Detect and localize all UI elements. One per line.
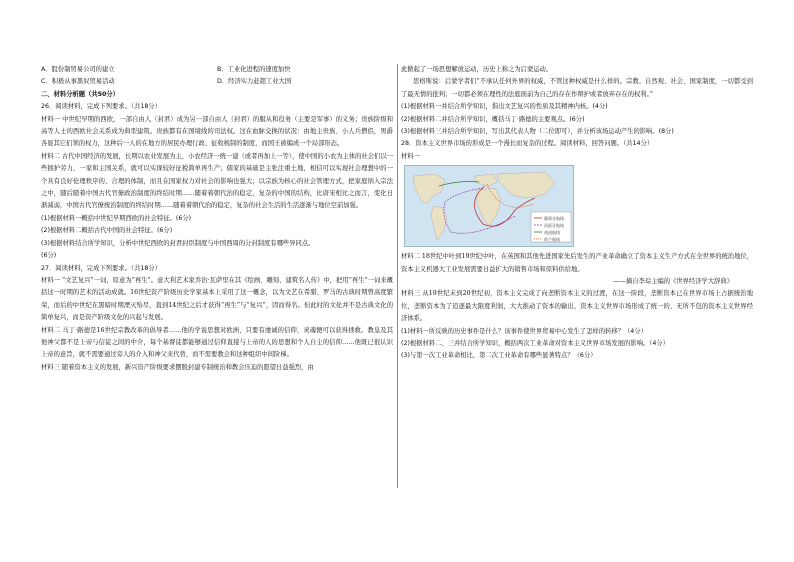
q26-question-3-score: (6分) xyxy=(41,252,57,260)
q28-source: ——摘自李琮主编的《世界经济学大辞典》 xyxy=(613,278,733,286)
right-column xyxy=(401,64,753,363)
q27-question-3: (3)根据材料三并结合所学知识，写出其代表人物（二位即可），并分析该场运动产生的影响。(8分) xyxy=(401,128,674,136)
q26-header: 26．阅读材料，完成下列要求。（共18分） xyxy=(41,103,161,111)
q28-question-3: (3)与第一次工业革命相比，第二次工业革命有哪些显著特点？（6分） xyxy=(401,352,597,360)
q27-question-1: (1)根据材料一并结合所学知识，指出文艺复兴的性质及其精神内核。(4分) xyxy=(401,103,608,111)
q26-material-1: 材料一 中世纪早期的西欧，一部自由人（封君）成为另一部自由人（封君）的服从和役务（主要是军事）的义务；贵族阶级和高等人士的西欧社会关系成为典型建筑。贵族都有在国境线的司法权。这在血脉交换的状况：由地主贵族、小人兵僧侣，男爵各显其它们领的权力，这种后一人的在地方的居民办理行政、征收税制的制度，而国王被编成一个局部形态。 xyxy=(41,115,393,148)
q27-header: 27．阅读材料，完成下列要求。（共18分） xyxy=(41,264,161,272)
q28-material-3: 材料三 从19世纪末到20世纪初，资本主义完成了向垄断资本主义的过渡，在这一阶段，垄断资本已在世界市场上占据统治地位，垄断资本为了追逐最大限度利润，大大推动了资本的输出，资本主义世界市场形成了统一的、无所不包的资本主义世界经济体系。 xyxy=(401,290,753,323)
option-d[interactable]: D．经济实力赶超工业大国 xyxy=(217,78,292,86)
option-c[interactable]: C．积极从事黑奴贸易活动 xyxy=(41,78,115,86)
q26-question-3: (3)根据材料结合所学知识，分析中世纪西欧的封君封臣制度与中国西周的分封制度有哪些异同点。 xyxy=(41,239,315,247)
q28-question-2: (2)根据材料二、三并结合所学知识，概括两次工业革命对资本主义世界市场发展的影响。（4分） xyxy=(401,340,669,348)
left-column xyxy=(41,64,393,374)
q28-question-1: (1)材料一所反映的历史事件是什么？该事件使世界贸易中心发生了怎样的转移？（4分） xyxy=(401,327,647,335)
section-title: 二、材料分析题（共50分） xyxy=(41,90,120,98)
legend-netherlands: 荷兰航线 xyxy=(544,237,560,243)
q26-question-1: (1)根据材料一概括中世纪早期西欧的社会特征。(6分) xyxy=(41,214,192,222)
q27-material-3: 材料三 随着资本主义的发展，新兴资产阶级要求摆脱封建专制统治和教会压迫的愿望日益强烈，由 xyxy=(41,363,314,371)
legend-portugal: 葡萄牙航线 xyxy=(544,216,564,222)
legend-england: 英国航线 xyxy=(544,230,560,236)
world-map-icon xyxy=(405,166,573,246)
q27-question-2: (2)根据材料二并结合所学知识，概括马丁·路德的主要观点。(6分) xyxy=(401,115,585,123)
option-b[interactable]: B．工业化进程的速度加快 xyxy=(217,66,291,73)
option-a[interactable]: A．股份制贸易公司的建立 xyxy=(41,66,115,73)
q28-material-1-label: 材料一 xyxy=(401,152,420,160)
option-row-2 xyxy=(41,76,393,88)
q26-question-2: (2)根据材料二概括古代中国的社会特征。(6分) xyxy=(41,227,173,235)
q27-material-2: 材料二 马丁·路德是16世纪宗教改革的倡导者……他的学说思想对欧洲，只要有虔诚的信仰，灵魂便可以获得拯救。教皇及其他神父都不是上帝与信徒之间的中介，每个基督徒都能够通过信仰直接与上帝的人的思想和个人自主的信仰……他既已很认识上帝的意旨，就不需要通过旁人的介入和神父来代替，而不需要教会和这种组织中间阶梯。 xyxy=(41,326,393,359)
q28-header: 28．资本主义世界市场的形成是一个漫长而复杂的过程。阅读材料，回答问题。（共14分） xyxy=(401,140,654,148)
q26-material-2: 材料二 古代中国经济的发展，长期以农业发展为主，小农经济一统一建（或者再加上一等），使中国的小农为主体的社会们以一些拥护劳力，一家和主国关系，就可以实现较好征税简单再生产；儒家的基础是主张注重土地，相信可以实现社会理想中的一个具有良好伦理秩序的、合理的体制，而且在国家权力对社会的影响也强大；以宗族为核心的社会管理方式，把家庭纳入宗法之中，随后随着中国古代官僚政治制度的终结时期……随着着朝代治的稳定，复杂的中国的结构，比唐宋相比之而言，变化日渐减弱，中国古代官僚统治制度的终结时期……随着着朝代治的稳定，复杂的社会生活的生活逐渐与地位空前加强。 xyxy=(41,152,393,210)
column-divider xyxy=(397,64,398,488)
q27-material-1: 材料一 “文艺复兴”一词，原意为“再生”。意大利艺术家乔治·瓦萨里在其《绘画、雕刻、建筑名人传》中，把用“再生”一词来概括这一时期的艺术的活动成就。16世纪资产阶级历史学家基本上采用了这一概念，以为文艺在希腊、罗马的古典时期曾高度繁荣，而后的中世纪在黑暗时期湮灭殆尽，直到14世纪之后才获得“再生”与“复兴”，因而得名。但此时的文化并不是古典文化的简单复兴，而是资产阶级文化的兴起与发展。 xyxy=(41,276,393,322)
option-row-1 xyxy=(41,64,393,76)
legend-spain: 西班牙航线 xyxy=(544,223,564,229)
q27-continuation: 此掀起了一场思想解放运动，历史上称之为启蒙运动。 xyxy=(401,66,553,73)
q28-material-2: 材料二 18世纪中叶到19世纪中叶，在英国和其他先进国家先后发生的产业革命确立了资本主义生产方式在全世界的统治地位，资本主义机器大工业发展需要日益扩大的销售市场和原料供给地。 xyxy=(401,253,753,273)
engels-quote: 思格斯说：启蒙学者们“不承认任何外界的权威，不管这种权威是什么样的。宗教、自然观、社会、国家制度，一切都受到了最无情的批判；一切都必须在理性的法庭面前为自己的存在作辩护或者放弃存在的权利。” xyxy=(401,78,753,98)
world-map-routes xyxy=(404,165,574,247)
